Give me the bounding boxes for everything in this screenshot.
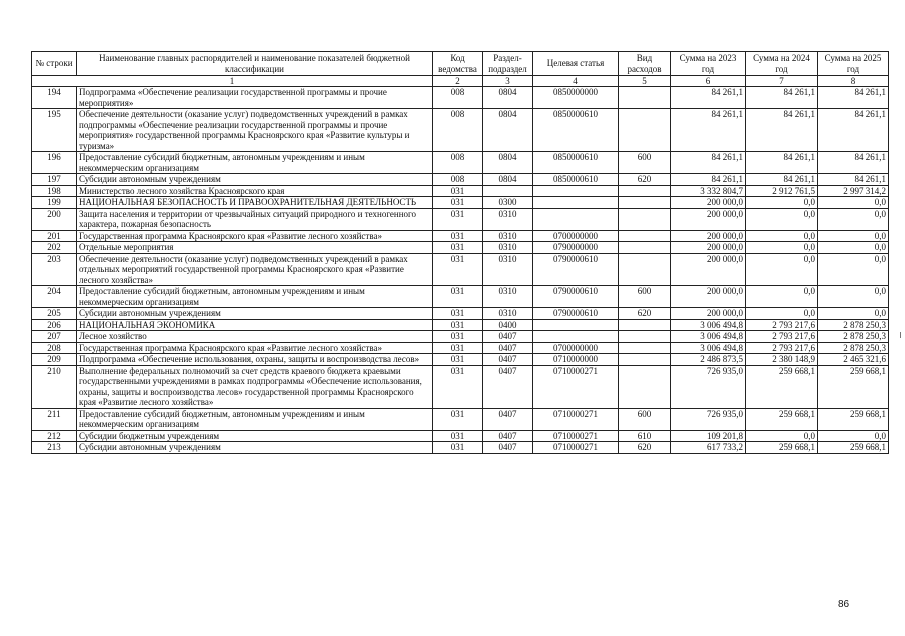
expense-type-cell: [619, 230, 671, 242]
row-name-cell: НАЦИОНАЛЬНАЯ ЭКОНОМИКА: [77, 319, 433, 331]
table-row: [32, 442, 889, 454]
row-name-cell: Отдельные мероприятия: [77, 242, 433, 254]
row-name-cell: Субсидии автономным учреждениям: [77, 308, 433, 320]
dept-code-cell: 031: [433, 197, 483, 209]
sum-2023-cell: 617 733,2: [671, 442, 746, 454]
section-cell: 0407: [483, 354, 533, 366]
sum-2023-cell: 84 261,1: [671, 87, 746, 109]
sum-2025-cell: 0,0: [818, 430, 889, 442]
row-name-cell: Выполнение федеральных полномочий за счет средств краевого бюджета краевыми государственными учреждениями в рамках подпрограммы «Обеспечение использования, охраны, защиты и воспроизводства лесов» государственной программы Красноярского края «Развитие лесного хозяйства»: [77, 365, 433, 408]
header-row: [32, 52, 889, 76]
target-cell: 0790000610: [533, 286, 619, 308]
section-cell: 0804: [483, 87, 533, 109]
section-cell: 0310: [483, 308, 533, 320]
expense-type-cell: 600: [619, 286, 671, 308]
sum-2023-cell: 200 000,0: [671, 286, 746, 308]
sum-2025-cell: 2 878 250,3: [818, 342, 889, 354]
expense-type-cell: 620: [619, 174, 671, 186]
sum-2025-cell: 0,0: [818, 242, 889, 254]
sum-2023-cell: 3 006 494,8: [671, 331, 746, 343]
row-name-cell: Государственная программа Красноярского края «Развитие лесного хозяйства»: [77, 342, 433, 354]
sum-2024-cell: 0,0: [746, 430, 818, 442]
row-number-cell: 199: [32, 197, 77, 209]
row-name-cell: Обеспечение деятельности (оказание услуг) подведомственных учреждений в рамках подпрограммы «Обеспечение реализации государственной программы и прочие мероприятия» государственной программы Красноярского края «Развитие культуры и туризма»: [77, 109, 433, 152]
budget-table-container: [31, 51, 888, 454]
table-row: [32, 354, 889, 366]
column-number-row: [32, 76, 889, 87]
sum-2025-cell: 259 668,1: [818, 365, 889, 408]
sum-2024-cell: 259 668,1: [746, 442, 818, 454]
target-cell: [533, 208, 619, 230]
sum-2024-cell: 84 261,1: [746, 174, 818, 186]
section-cell: 0310: [483, 253, 533, 286]
sum-2025-cell: 259 668,1: [818, 408, 889, 430]
row-number-cell: 194: [32, 87, 77, 109]
page-number: 86: [838, 599, 850, 610]
sum-2023-cell: 109 201,8: [671, 430, 746, 442]
sum-2024-cell: 0,0: [746, 253, 818, 286]
row-name-cell: Предоставление субсидий бюджетным, автономным учреждениям и иным некоммерческим организациям: [77, 286, 433, 308]
sum-2025-cell: 84 261,1: [818, 87, 889, 109]
expense-type-cell: 600: [619, 152, 671, 174]
sum-2023-cell: 726 935,0: [671, 408, 746, 430]
dept-code-cell: 031: [433, 354, 483, 366]
sum-2024-cell: 2 793 217,6: [746, 331, 818, 343]
table-row: [32, 185, 889, 197]
table-row: [32, 242, 889, 254]
target-cell: 0850000610: [533, 174, 619, 186]
column-number: 2: [433, 76, 483, 87]
target-cell: 0710000271: [533, 430, 619, 442]
dept-code-cell: 031: [433, 208, 483, 230]
row-name-cell: Подпрограмма «Обеспечение использования, охраны, защиты и воспроизводства лесов»: [77, 354, 433, 366]
table-row: [32, 230, 889, 242]
dept-code-cell: 031: [433, 286, 483, 308]
row-number-cell: 212: [32, 430, 77, 442]
section-cell: 0804: [483, 174, 533, 186]
sum-2025-cell: 2 997 314,2: [818, 185, 889, 197]
sum-2025-cell: 84 261,1: [818, 174, 889, 186]
table-body: [32, 87, 889, 454]
row-number-cell: 196: [32, 152, 77, 174]
table-row: [32, 408, 889, 430]
sum-2024-cell: 2 380 148,9: [746, 354, 818, 366]
row-name-cell: Защита населения и территории от чрезвычайных ситуаций природного и техногенного характера, пожарная безопасность: [77, 208, 433, 230]
expense-type-cell: 610: [619, 430, 671, 442]
column-number: 7: [746, 76, 818, 87]
dept-code-cell: 031: [433, 253, 483, 286]
sum-2023-cell: 726 935,0: [671, 365, 746, 408]
sum-2023-cell: 2 486 873,5: [671, 354, 746, 366]
header-section: Раздел-подраздел: [483, 52, 533, 76]
sum-2023-cell: 200 000,0: [671, 242, 746, 254]
sum-2023-cell: 84 261,1: [671, 152, 746, 174]
row-number-cell: 208: [32, 342, 77, 354]
row-name-cell: Государственная программа Красноярского края «Развитие лесного хозяйства»: [77, 230, 433, 242]
target-cell: 0790000610: [533, 253, 619, 286]
sum-2025-cell: 2 878 250,3: [818, 319, 889, 331]
row-name-cell: Предоставление субсидий бюджетным, автономным учреждениям и иным некоммерческим организациям: [77, 152, 433, 174]
row-number-cell: 206: [32, 319, 77, 331]
table-row: [32, 87, 889, 109]
expense-type-cell: [619, 253, 671, 286]
row-number-cell: 200: [32, 208, 77, 230]
dept-code-cell: 031: [433, 308, 483, 320]
sum-2023-cell: 84 261,1: [671, 109, 746, 152]
table-row: [32, 342, 889, 354]
section-cell: 0407: [483, 442, 533, 454]
column-number: 1: [32, 76, 433, 87]
sum-2024-cell: 0,0: [746, 242, 818, 254]
row-number-cell: 197: [32, 174, 77, 186]
header-target: Целевая статья: [533, 52, 619, 76]
section-cell: 0310: [483, 208, 533, 230]
sum-2024-cell: 2 912 761,5: [746, 185, 818, 197]
sum-2025-cell: 259 668,1: [818, 442, 889, 454]
row-name-cell: Обеспечение деятельности (оказание услуг) подведомственных учреждений в рамках отдельных мероприятий государственной программы Красноярского края «Развитие лесного хозяйства»: [77, 253, 433, 286]
dept-code-cell: 031: [433, 242, 483, 254]
table-row: [32, 308, 889, 320]
row-name-cell: Субсидии бюджетным учреждениям: [77, 430, 433, 442]
sum-2023-cell: 200 000,0: [671, 308, 746, 320]
expense-type-cell: [619, 87, 671, 109]
sum-2025-cell: 0,0: [818, 253, 889, 286]
sum-2025-cell: 0,0: [818, 286, 889, 308]
row-number-cell: 204: [32, 286, 77, 308]
header-row-no: № строки: [32, 52, 77, 76]
sum-2023-cell: 3 006 494,8: [671, 319, 746, 331]
column-number: 8: [818, 76, 889, 87]
row-name-cell: Предоставление субсидий бюджетным, автономным учреждениям и иным некоммерческим организациям: [77, 408, 433, 430]
row-name-cell: Министерство лесного хозяйства Красноярского края: [77, 185, 433, 197]
dept-code-cell: 008: [433, 174, 483, 186]
expense-type-cell: [619, 208, 671, 230]
sum-2023-cell: 3 006 494,8: [671, 342, 746, 354]
target-cell: [533, 185, 619, 197]
dept-code-cell: 031: [433, 319, 483, 331]
target-cell: [533, 197, 619, 209]
column-number: 6: [671, 76, 746, 87]
dept-code-cell: 031: [433, 342, 483, 354]
row-number-cell: 205: [32, 308, 77, 320]
target-cell: 0710000271: [533, 408, 619, 430]
target-cell: 0710000271: [533, 442, 619, 454]
header-dept-code: Код ведомства: [433, 52, 483, 76]
target-cell: [533, 319, 619, 331]
row-number-cell: 213: [32, 442, 77, 454]
scan-edge-mark: [900, 332, 901, 338]
target-cell: 0790000000: [533, 242, 619, 254]
section-cell: 0407: [483, 365, 533, 408]
header-name: Наименование главных распорядителей и наименование показателей бюджетной классификации: [77, 52, 433, 76]
table-row: [32, 365, 889, 408]
expense-type-cell: 620: [619, 442, 671, 454]
target-cell: 0710000271: [533, 365, 619, 408]
table-row: [32, 331, 889, 343]
header-sum-2024: Сумма на 2024 год: [746, 52, 818, 76]
sum-2024-cell: 84 261,1: [746, 87, 818, 109]
table-header: [32, 52, 889, 87]
row-name-cell: Субсидии автономным учреждениям: [77, 174, 433, 186]
header-sum-2025: Сумма на 2025 год: [818, 52, 889, 76]
section-cell: 0310: [483, 286, 533, 308]
expense-type-cell: 620: [619, 308, 671, 320]
section-cell: 0310: [483, 230, 533, 242]
dept-code-cell: 031: [433, 408, 483, 430]
sum-2025-cell: 2 465 321,6: [818, 354, 889, 366]
target-cell: 0700000000: [533, 342, 619, 354]
header-sum-2023: Сумма на 2023 год: [671, 52, 746, 76]
section-cell: 0804: [483, 152, 533, 174]
row-number-cell: 207: [32, 331, 77, 343]
dept-code-cell: 031: [433, 430, 483, 442]
sum-2023-cell: 84 261,1: [671, 174, 746, 186]
expense-type-cell: [619, 185, 671, 197]
row-number-cell: 202: [32, 242, 77, 254]
row-name-cell: Подпрограмма «Обеспечение реализации государственной программы и прочие мероприятия»: [77, 87, 433, 109]
sum-2023-cell: 200 000,0: [671, 253, 746, 286]
expense-type-cell: 600: [619, 408, 671, 430]
dept-code-cell: 031: [433, 185, 483, 197]
row-number-cell: 198: [32, 185, 77, 197]
row-number-cell: 210: [32, 365, 77, 408]
expense-type-cell: [619, 197, 671, 209]
sum-2024-cell: 0,0: [746, 308, 818, 320]
sum-2025-cell: 0,0: [818, 208, 889, 230]
dept-code-cell: 031: [433, 230, 483, 242]
column-number: 5: [619, 76, 671, 87]
section-cell: 0407: [483, 430, 533, 442]
dept-code-cell: 031: [433, 365, 483, 408]
sum-2023-cell: 200 000,0: [671, 230, 746, 242]
row-name-cell: НАЦИОНАЛЬНАЯ БЕЗОПАСНОСТЬ И ПРАВООХРАНИТЕЛЬНАЯ ДЕЯТЕЛЬНОСТЬ: [77, 197, 433, 209]
table-row: [32, 253, 889, 286]
sum-2025-cell: 84 261,1: [818, 152, 889, 174]
target-cell: 0850000610: [533, 109, 619, 152]
row-name-cell: Субсидии автономным учреждениям: [77, 442, 433, 454]
section-cell: 0400: [483, 319, 533, 331]
dept-code-cell: 031: [433, 331, 483, 343]
column-number: 4: [533, 76, 619, 87]
dept-code-cell: 031: [433, 442, 483, 454]
target-cell: 0790000610: [533, 308, 619, 320]
sum-2024-cell: 0,0: [746, 208, 818, 230]
column-number: 3: [483, 76, 533, 87]
dept-code-cell: 008: [433, 152, 483, 174]
sum-2024-cell: 0,0: [746, 286, 818, 308]
section-cell: 0407: [483, 331, 533, 343]
row-number-cell: 195: [32, 109, 77, 152]
table-row: [32, 152, 889, 174]
sum-2025-cell: 0,0: [818, 197, 889, 209]
sum-2025-cell: 2 878 250,3: [818, 331, 889, 343]
dept-code-cell: 008: [433, 87, 483, 109]
row-number-cell: 209: [32, 354, 77, 366]
target-cell: 0710000000: [533, 354, 619, 366]
sum-2025-cell: 0,0: [818, 308, 889, 320]
section-cell: 0804: [483, 109, 533, 152]
sum-2024-cell: 84 261,1: [746, 109, 818, 152]
sum-2024-cell: 0,0: [746, 197, 818, 209]
sum-2025-cell: 84 261,1: [818, 109, 889, 152]
sum-2023-cell: 200 000,0: [671, 197, 746, 209]
sum-2024-cell: 259 668,1: [746, 365, 818, 408]
sum-2024-cell: 0,0: [746, 230, 818, 242]
table-row: [32, 286, 889, 308]
section-cell: 0407: [483, 342, 533, 354]
budget-table: [31, 51, 889, 454]
expense-type-cell: [619, 342, 671, 354]
target-cell: 0850000000: [533, 87, 619, 109]
sum-2025-cell: 0,0: [818, 230, 889, 242]
table-row: [32, 319, 889, 331]
target-cell: 0850000610: [533, 152, 619, 174]
section-cell: 0407: [483, 408, 533, 430]
expense-type-cell: [619, 242, 671, 254]
row-name-cell: Лесное хозяйство: [77, 331, 433, 343]
sum-2024-cell: 2 793 217,6: [746, 319, 818, 331]
expense-type-cell: [619, 354, 671, 366]
expense-type-cell: [619, 365, 671, 408]
header-expense-type: Вид расходов: [619, 52, 671, 76]
table-row: [32, 174, 889, 186]
sum-2024-cell: 2 793 217,6: [746, 342, 818, 354]
sum-2023-cell: 3 332 804,7: [671, 185, 746, 197]
section-cell: 0300: [483, 197, 533, 209]
expense-type-cell: [619, 331, 671, 343]
target-cell: 0700000000: [533, 230, 619, 242]
table-row: [32, 109, 889, 152]
expense-type-cell: [619, 109, 671, 152]
row-number-cell: 201: [32, 230, 77, 242]
table-row: [32, 208, 889, 230]
sum-2023-cell: 200 000,0: [671, 208, 746, 230]
target-cell: [533, 331, 619, 343]
expense-type-cell: [619, 319, 671, 331]
sum-2024-cell: 259 668,1: [746, 408, 818, 430]
row-number-cell: 211: [32, 408, 77, 430]
table-row: [32, 197, 889, 209]
dept-code-cell: 008: [433, 109, 483, 152]
table-row: [32, 430, 889, 442]
section-cell: 0310: [483, 242, 533, 254]
row-number-cell: 203: [32, 253, 77, 286]
section-cell: [483, 185, 533, 197]
sum-2024-cell: 84 261,1: [746, 152, 818, 174]
